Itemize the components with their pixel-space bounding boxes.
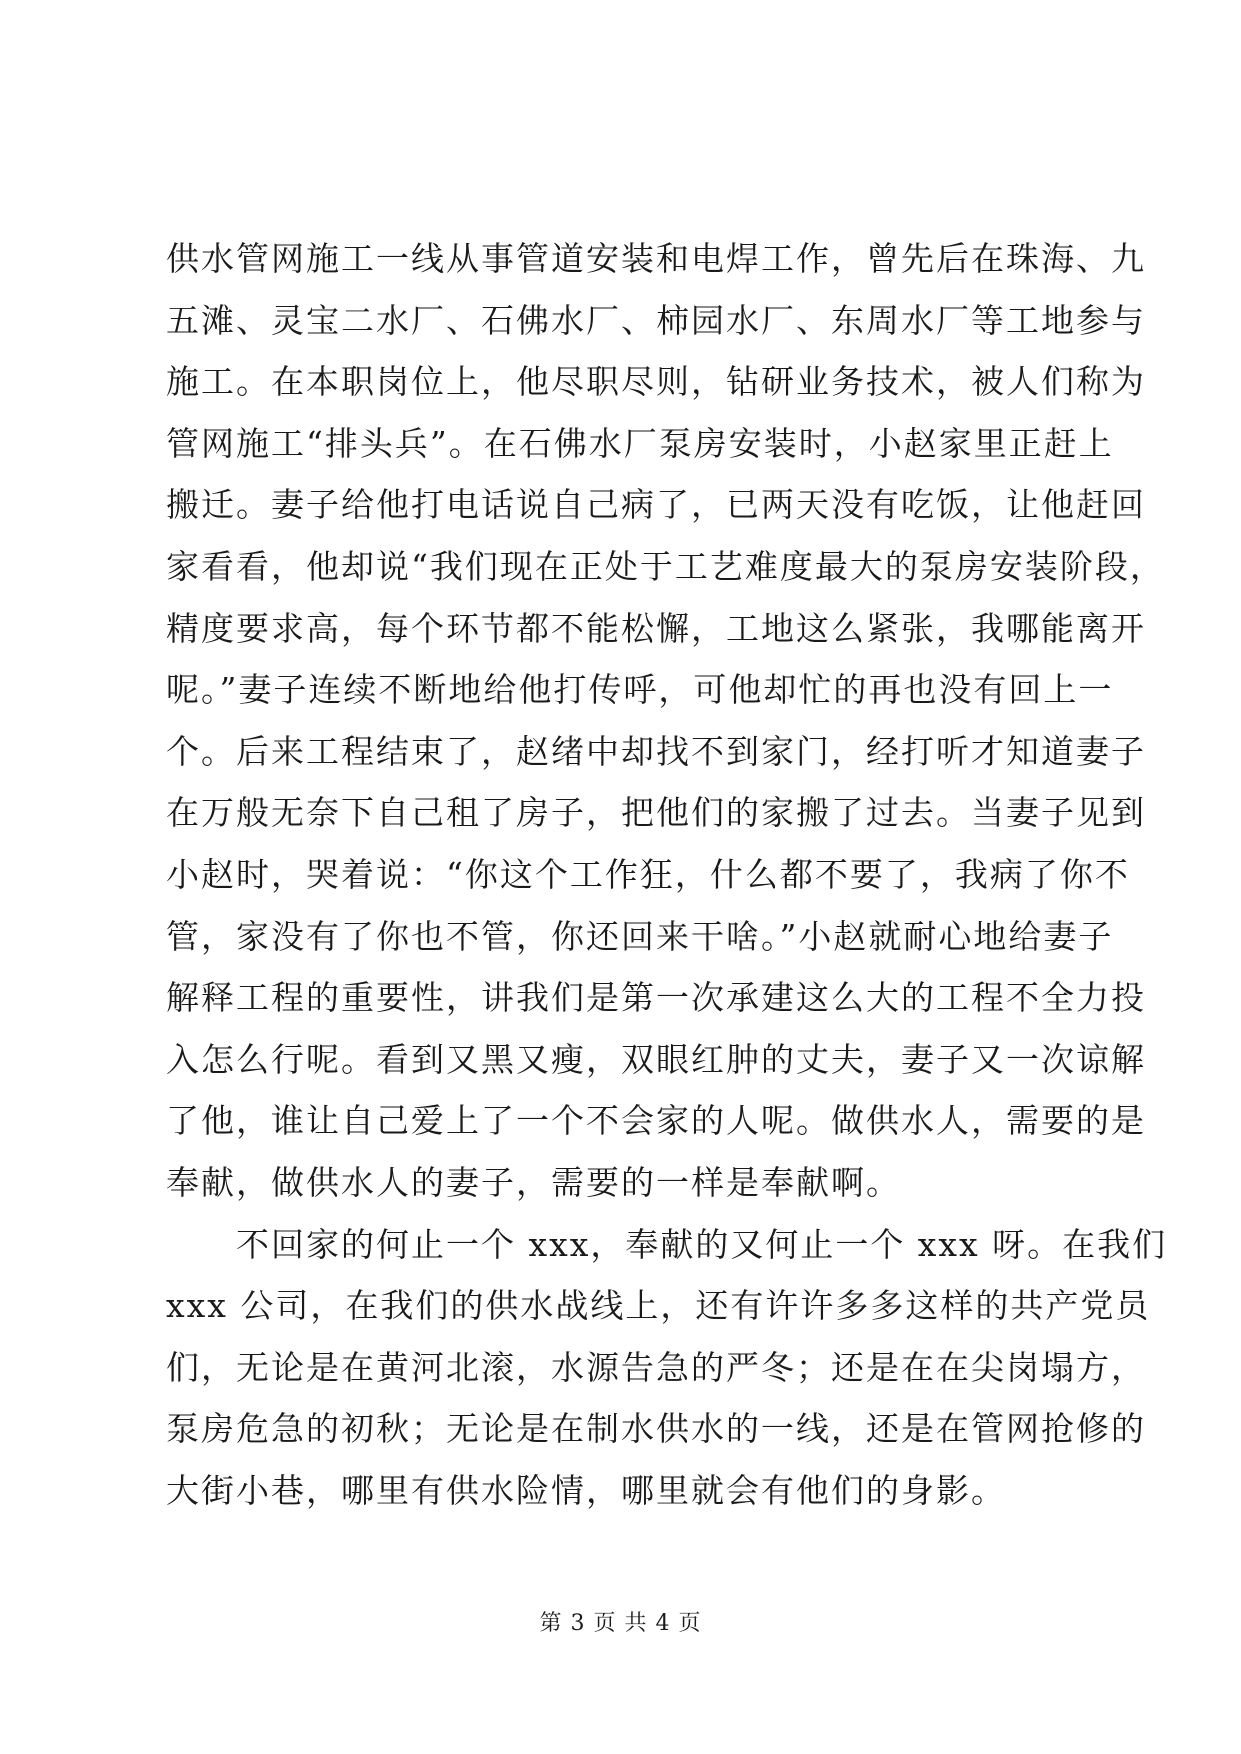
text-line: 供水管网施工一线从事管道安装和电焊工作，曾先后在珠海、九 bbox=[166, 239, 1146, 278]
text-line: 家看看，他却说“我们现在正处于工艺难度最大的泵房安装阶段， bbox=[166, 546, 1165, 586]
text-line: 五滩、灵宝二水厂、石佛水厂、柿园水厂、东周水厂等工地参与 bbox=[166, 300, 1146, 340]
text-line: 小赵时，哭着说：“你这个工作狂，什么都不要了，我病了你不 bbox=[166, 854, 1130, 894]
text-line: 大街小巷，哪里有供水险情，哪里就会有他们的身影。 bbox=[166, 1470, 1006, 1510]
text-line: 入怎么行呢。看到又黑又瘦，双眼红肿的丈夫，妻子又一次谅解 bbox=[166, 1039, 1146, 1079]
text-line: 搬迁。妻子给他打电话说自己病了，已两天没有吃饭，让他赶回 bbox=[166, 485, 1146, 525]
text-line: 管，家没有了你也不管，你还回来干啥。”小赵就耐心地给妻子 bbox=[166, 916, 1114, 956]
text-line: xxx 公司，在我们的供水战线上，还有许许多多这样的共产党员 bbox=[166, 1286, 1151, 1326]
text-line: 了他，谁让自己爱上了一个不会家的人呢。做供水人，需要的是 bbox=[166, 1101, 1146, 1141]
text-line: 泵房危急的初秋；无论是在制水供水的一线，还是在管网抢修的 bbox=[166, 1409, 1146, 1449]
document-body bbox=[166, 228, 1168, 1521]
page-footer bbox=[0, 1606, 1241, 1637]
text-line: 奉献，做供水人的妻子，需要的一样是奉献啊。 bbox=[166, 1162, 901, 1202]
text-line: 个。后来工程结束了，赵绪中却找不到家门，经打听才知道妻子 bbox=[166, 731, 1146, 771]
text-line: 精度要求高，每个环节都不能松懈，工地这么紧张，我哪能离开 bbox=[166, 608, 1146, 648]
text-line: 解释工程的重要性，讲我们是第一次承建这么大的工程不全力投 bbox=[166, 978, 1146, 1018]
text-line: 施工。在本职岗位上，他尽职尽则，钻研业务技术，被人们称为 bbox=[166, 362, 1146, 402]
text-line: 在万般无奈下自己租了房子，把他们的家搬了过去。当妻子见到 bbox=[166, 793, 1146, 833]
text-line: 不回家的何止一个 xxx，奉献的又何止一个 xxx 呀。在我们 bbox=[166, 1224, 1168, 1264]
paragraph-2 bbox=[166, 1214, 1168, 1522]
text-line: 们，无论是在黄河北滚，水源告急的严冬；还是在在尖岗塌方， bbox=[166, 1347, 1146, 1387]
page-number: 第 3 页 共 4 页 bbox=[539, 1611, 702, 1636]
text-line: 管网施工“排头兵”。在石佛水厂泵房安装时，小赵家里正赶上 bbox=[166, 423, 1114, 463]
text-line: 呢。”妻子连续不断地给他打传呼，可他却忙的再也没有回上一 bbox=[166, 670, 1114, 710]
paragraph-1 bbox=[166, 228, 1165, 1214]
